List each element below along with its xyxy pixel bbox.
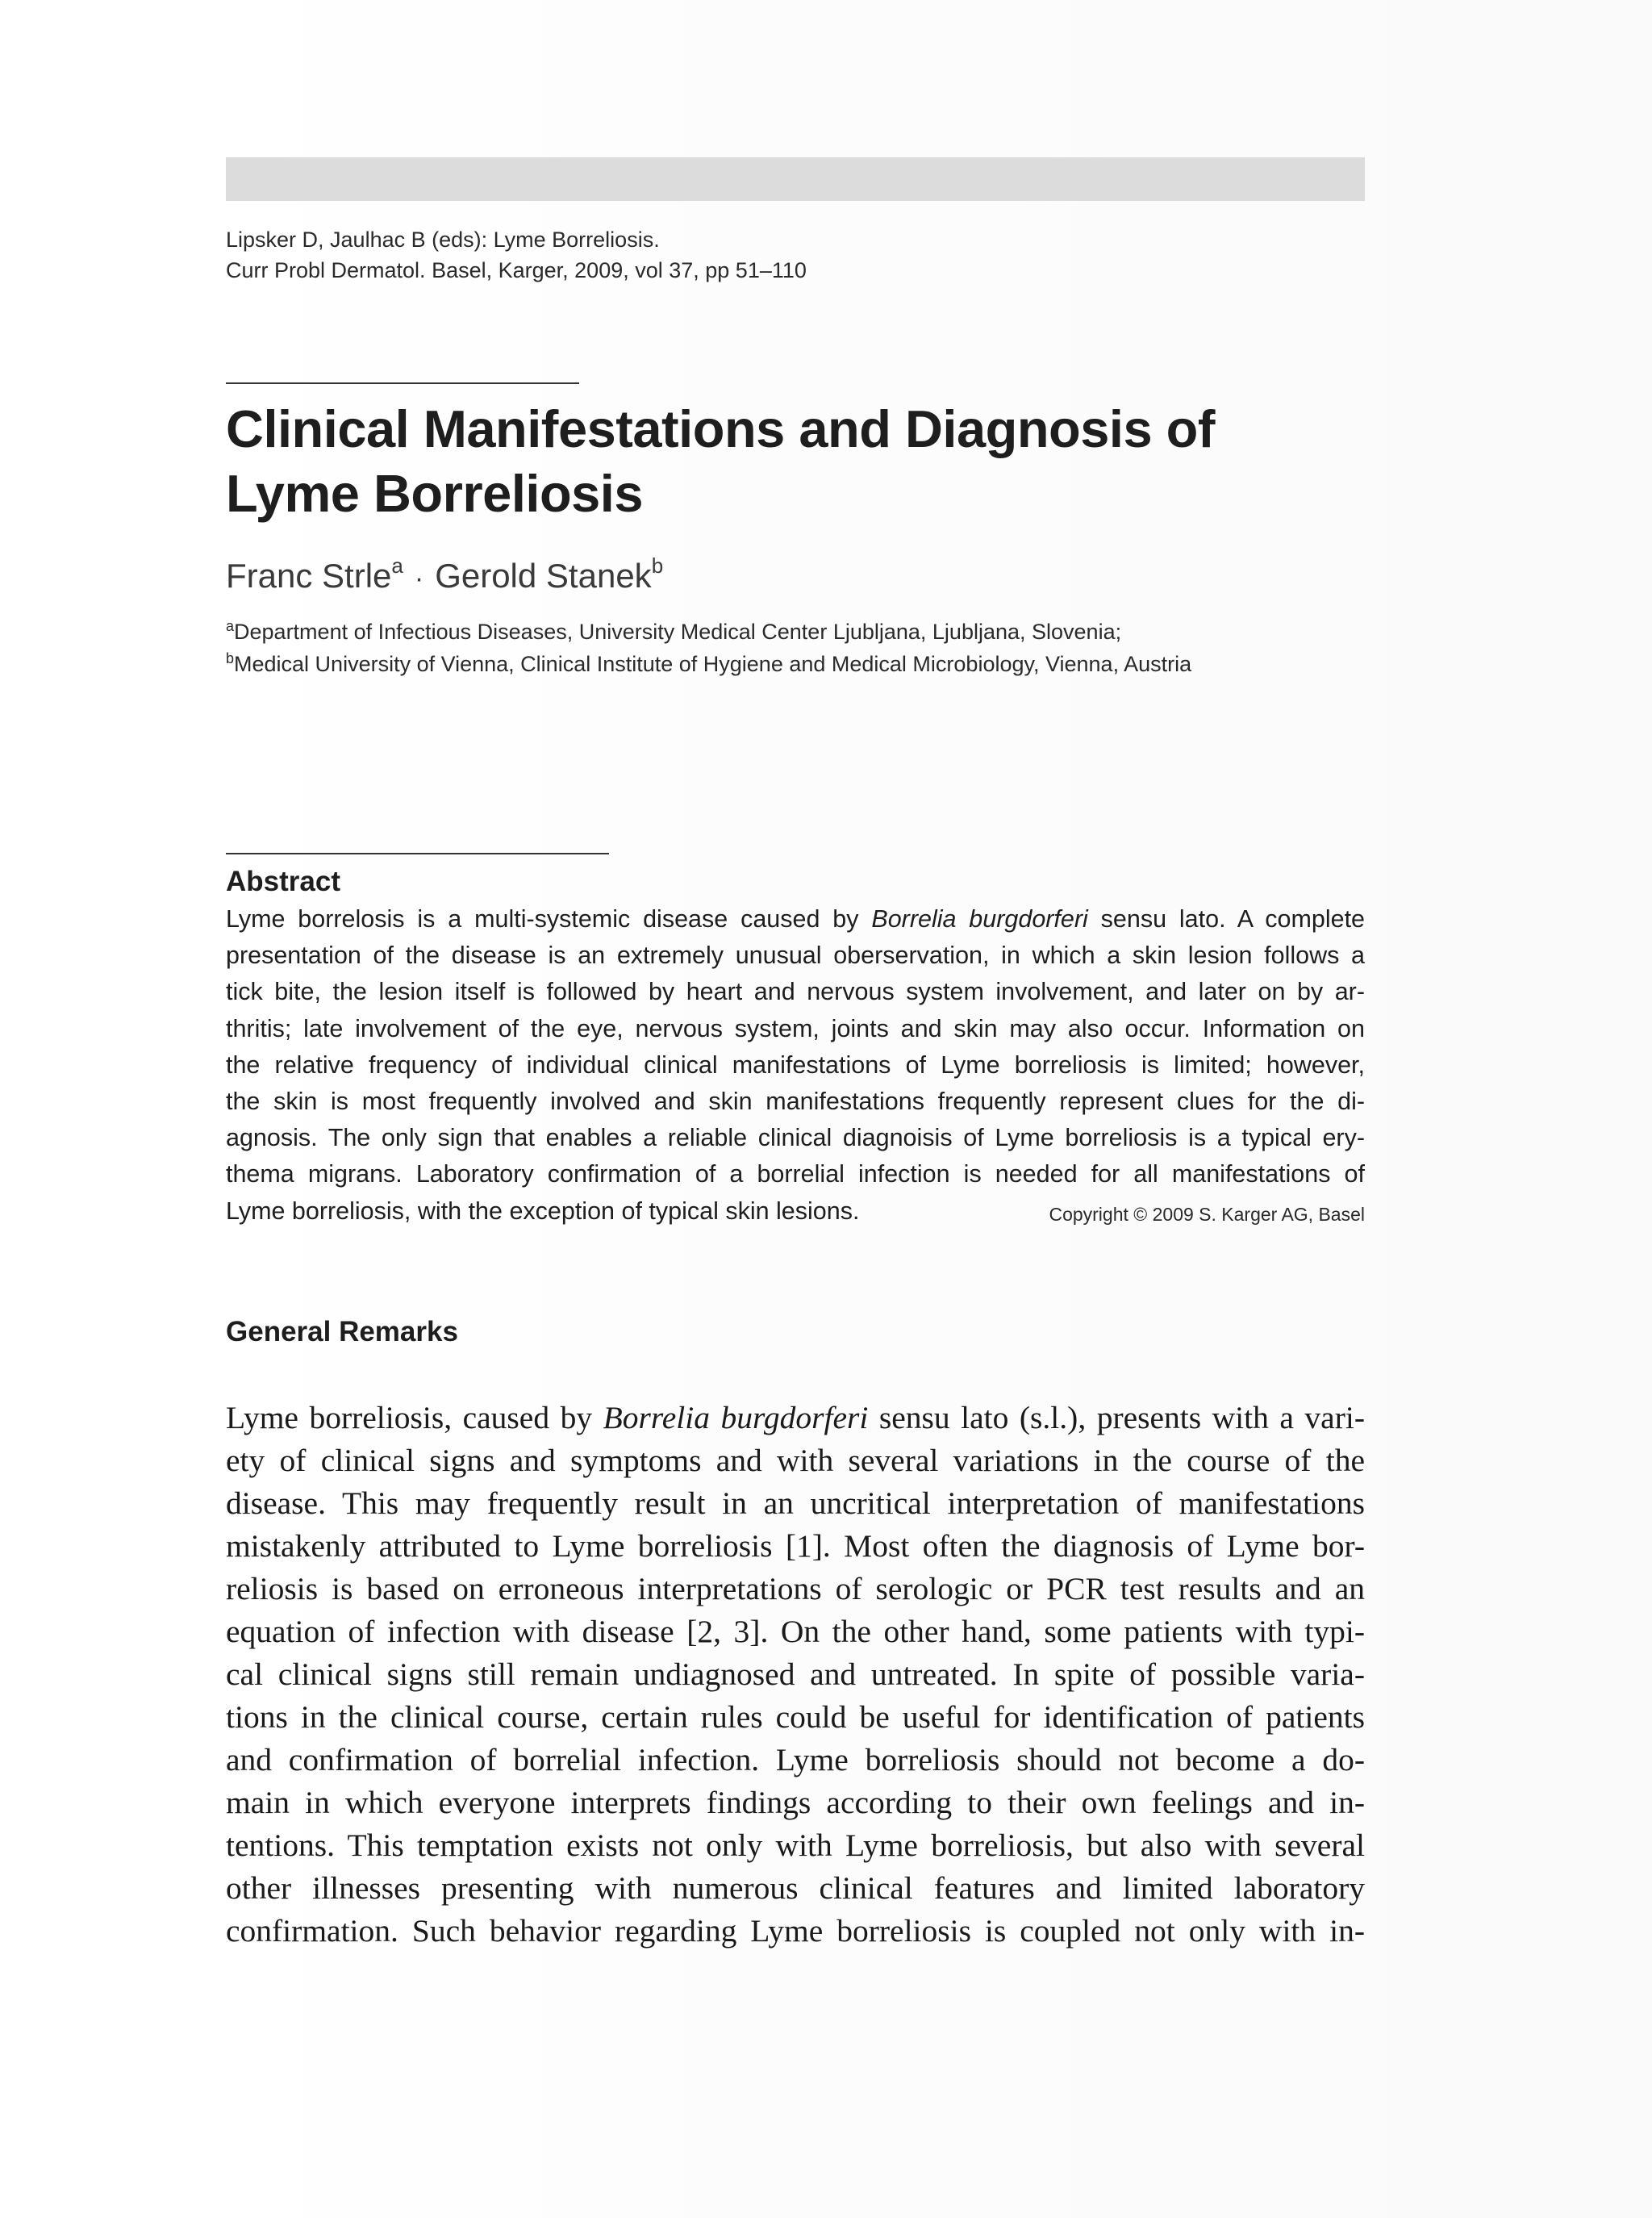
title-rule [226,382,579,384]
text-line [226,1482,1365,1525]
text-run: Lyme borreliosis, caused by [226,1400,603,1435]
copyright-notice: Copyright © 2009 S. Karger AG, Basel [1049,1203,1365,1225]
text-line [226,1568,1365,1610]
text-line [226,901,1365,938]
text-run: agnosis. The only sign that enables a reliable clinical diagnoisis of Lyme borreliosis is a typical ery- [226,1124,1365,1152]
affiliation-text: Medical University of Vienna, Clinical Institute of Hygiene and Medical Microbiology, Vienna, Austria [234,652,1192,676]
text-line [226,1156,1365,1193]
text-line [226,1120,1365,1156]
citation-line: Lipsker D, Jaulhac B (eds): Lyme Borreliosis. [226,228,660,252]
affiliation-mark: b [226,650,235,666]
text-line [226,1782,1365,1824]
affiliation [226,648,1371,680]
text-run: disease. This may frequently result in an uncritical interpretation of manifestations [226,1485,1365,1521]
affiliation-text: Department of Infectious Diseases, University Medical Center Ljubljana, Ljubljana, Slovenia; [234,620,1122,644]
text-line [226,1084,1365,1120]
text-line [226,1193,1365,1230]
abstract-body [226,901,1365,1230]
text-run: Lyme borreliosis, with the exception of typical skin lesions. [226,1197,860,1225]
affiliation-mark: a [391,553,403,578]
abstract-rule [226,853,609,854]
text-run: tick bite, the lesion itself is followed by heart and nervous system involvement, and later on by ar- [226,978,1365,1006]
citation [226,224,1365,286]
italic-species-name: Borrelia burgdorferi [871,905,1088,933]
text-line [226,1610,1365,1653]
text-line [226,1525,1365,1568]
text-run: the relative frequency of individual clinical manifestations of Lyme borreliosis is limited; however, [226,1051,1365,1079]
abstract-heading: Abstract [226,866,340,897]
text-run: ety of clinical signs and symptoms and with several variations in the course of the [226,1443,1365,1478]
affiliation-mark: b [651,553,664,578]
text-line [226,1011,1365,1047]
affiliation-mark: a [226,618,235,634]
citation-line: Curr Probl Dermatol. Basel, Karger, 2009, vol 37, pp 51–110 [226,258,807,282]
text-run: mistakenly attributed to Lyme borreliosis [1]. Most often the diagnosis of Lyme bor- [226,1528,1365,1564]
text-run: reliosis is based on erroneous interpretations of serologic or PCR test results and an [226,1571,1365,1606]
title-line: Clinical Manifestations and Diagnosis of [226,399,1216,458]
affiliations [226,616,1371,680]
author-separator: · [414,563,424,594]
italic-species-name: Borrelia burgdorferi [603,1400,869,1435]
header-bar [226,157,1365,201]
text-run: sensu lato. A complete [1087,905,1365,933]
text-line [226,1867,1365,1910]
article-title [226,397,1365,526]
text-run: the skin is most frequently involved and skin manifestations frequently represent clues for the di- [226,1087,1365,1115]
text-run: equation of infection with disease [2, 3]. On the other hand, some patients with typi- [226,1614,1365,1649]
text-run: tentions. This temptation exists not only with Lyme borreliosis, but also with several [226,1827,1365,1863]
text-line [226,1824,1365,1867]
text-line [226,1397,1365,1439]
text-run: sensu lato (s.l.), presents with a vari- [868,1400,1365,1435]
text-line [226,938,1365,974]
text-run: main in which everyone interprets findings according to their own feelings and in- [226,1785,1365,1820]
text-line [226,1653,1365,1696]
text-run: confirmation. Such behavior regarding Lyme borreliosis is coupled not only with in- [226,1913,1365,1949]
text-run: presentation of the disease is an extremely unusual oberservation, in which a skin lesion follows a [226,942,1365,970]
title-line: Lyme Borreliosis [226,464,644,523]
text-line [226,1696,1365,1739]
text-run: other illnesses presenting with numerous clinical features and limited laboratory [226,1870,1365,1906]
text-run: thema migrans. Laboratory confirmation of a borrelial infection is needed for all manifestations of [226,1160,1365,1188]
text-line [226,1910,1365,1953]
text-line [226,1439,1365,1482]
text-line [226,1739,1365,1782]
author-name: Gerold Stanek [435,557,652,595]
text-line [226,1047,1365,1084]
text-run: and confirmation of borrelial infection. Lyme borreliosis should not become a do- [226,1742,1365,1777]
section-heading: General Remarks [226,1316,458,1347]
affiliation [226,616,1371,648]
text-run: tions in the clinical course, certain rules could be useful for identification of patients [226,1699,1365,1735]
text-run: thritis; late involvement of the eye, nervous system, joints and skin may also occur. Information on [226,1014,1365,1042]
author-list [226,553,663,601]
body-paragraph [226,1397,1365,1953]
text-line [226,974,1365,1010]
text-run: Lyme borrelosis is a multi-systemic disease caused by [226,905,872,933]
author-name: Franc Strle [226,557,392,595]
text-run: cal clinical signs still remain undiagnosed and untreated. In spite of possible varia- [226,1656,1365,1692]
